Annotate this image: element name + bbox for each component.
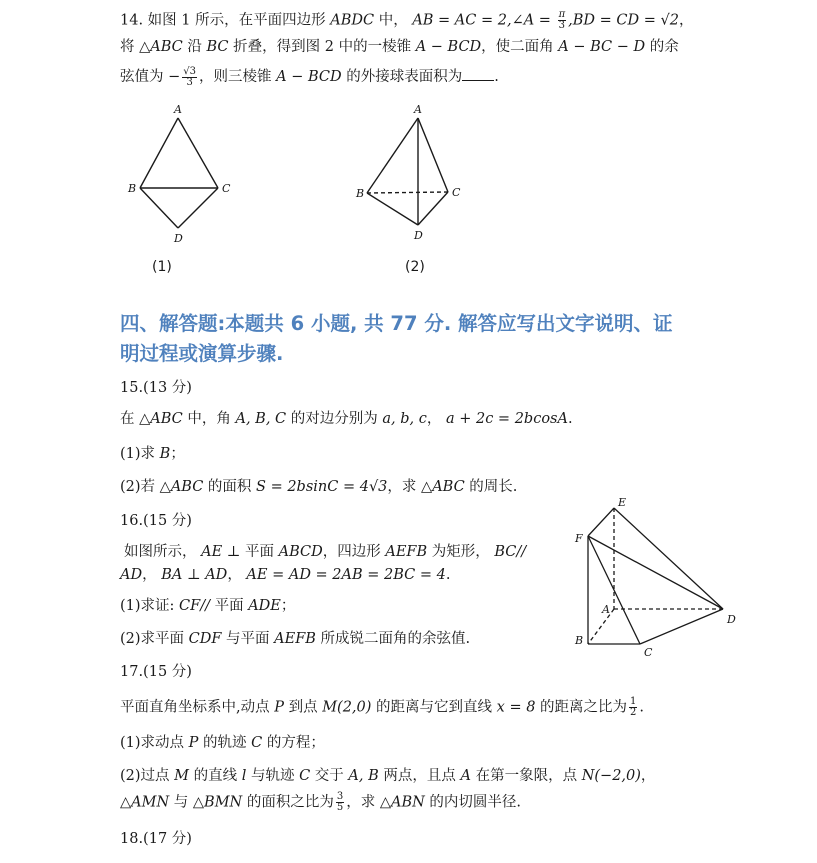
q15-title: 15.(13 分) — [120, 380, 192, 396]
q16-title: 16.(15 分) — [120, 513, 192, 529]
q14-line-1: 14. 如图 1 所示，在平面四边形 ABDC 中， AB = AC = 2,∠A = $\frac{\pi}{3}$ ,BD = CD = √2， — [120, 9, 694, 31]
q16-solid-figure — [568, 492, 748, 662]
label-b: B — [356, 187, 365, 200]
label-f: F — [575, 532, 583, 545]
q15-stem: 在 △ABC 中，角 A, B, C 的对边分别为 a, b, c， a + 2c = 2bcosA. — [120, 411, 573, 427]
edge-cd — [418, 192, 448, 225]
q14-line-2: 将 △ABC 沿 BC 折叠，得到图 2 中的一棱锥 A − BCD，使二面角 A − BC − D 的余 — [120, 39, 679, 55]
q14-line-3: 弦值为 − $\frac{√3}{3}$ ，则三棱锥 A − BCD 的外接球表面积为 . — [120, 65, 499, 88]
one-half: $\frac{1}{2}$ — [630, 696, 637, 718]
label-c: C — [452, 186, 461, 199]
label-d: D — [174, 232, 183, 245]
edge-fe — [588, 508, 614, 536]
q16-stem-line-2: AD， BA ⊥ AD， AE = AD = 2AB = 2BC = 4. — [120, 567, 451, 583]
label-c: C — [644, 646, 653, 659]
label-d: D — [414, 229, 423, 242]
edge-ac — [418, 118, 448, 192]
edge-ab-hidden — [588, 609, 614, 644]
edge-ab — [367, 118, 418, 193]
q18-title: 18.(17 分) — [120, 831, 192, 847]
answer-blank — [462, 66, 494, 81]
edge-ab — [140, 118, 178, 188]
q17-stem: 平面直角坐标系中,动点 P 到点 M(2,0) 的距离与它到直线 x = 8 的距离之比为 $\frac{1}{2}$ . — [120, 696, 645, 718]
q16-part-1: (1)求证: CF// 平面 ADE； — [120, 598, 296, 614]
section-heading-line-2: 明过程或演算步骤. — [120, 342, 284, 365]
label-a: A — [602, 603, 610, 616]
label-d: D — [727, 613, 736, 626]
q16-stem-line-1: 如图所示， AE ⊥ 平面 ABCD，四边形 AEFB 为矩形， BC// — [124, 544, 527, 560]
label-a: A — [414, 103, 422, 116]
section-heading-line-1: 四、解答题:本题共 6 小题, 共 77 分. 解答应写出文字说明、证 — [120, 312, 673, 335]
edge-cd — [178, 188, 218, 228]
label-b: B — [128, 182, 137, 195]
q17-part-2-line-2: △AMN 与 △BMN 的面积之比为 $\frac{3}{5}$ ，求 △ABN 的内切圆半径. — [120, 791, 522, 813]
edge-cd — [640, 609, 723, 644]
figure-2-pyramid — [345, 100, 475, 250]
q17-part-1: (1)求动点 P 的轨迹 C 的方程； — [120, 735, 325, 751]
q17-part-2-line-1: (2)过点 M 的直线 l 与轨迹 C 交于 A, B 两点，且点 A 在第一象限，点 N(−2,0)， — [120, 768, 656, 784]
edge-bc-hidden — [367, 192, 448, 193]
edge-bd — [140, 188, 178, 228]
q17-title: 17.(15 分) — [120, 664, 192, 680]
q15-part-2: (2)若 △ABC 的面积 S = 2bsinC = 4√3，求 △ABC 的周长. — [120, 479, 518, 495]
q16-part-2: (2)求平面 CDF 与平面 AEFB 所成锐二面角的余弦值. — [120, 631, 471, 647]
label-c: C — [222, 182, 231, 195]
edge-ac — [178, 118, 218, 188]
q15-part-1: (1)求 B； — [120, 446, 185, 462]
figure-1-label: (1) — [152, 259, 172, 275]
three-fifths: $\frac{3}{5}$ — [336, 791, 344, 813]
sqrt3-over-3: $\frac{√3}{3}$ — [183, 65, 196, 88]
figure-2-label: (2) — [405, 259, 425, 275]
label-b: B — [575, 634, 584, 647]
label-a: A — [174, 103, 182, 116]
edge-bd — [367, 193, 418, 225]
figure-1-quadrilateral — [120, 100, 240, 250]
label-e: E — [618, 496, 627, 509]
pi-over-3: $\frac{\pi}{3}$ — [558, 9, 566, 31]
